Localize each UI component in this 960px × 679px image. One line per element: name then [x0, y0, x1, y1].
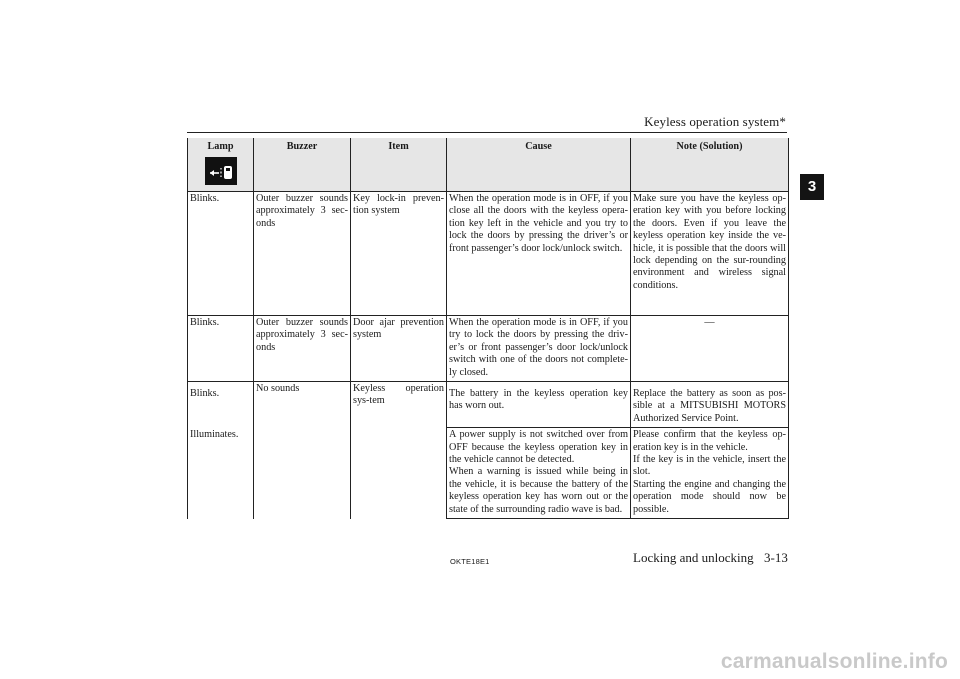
lamp-cell: Blinks. — [188, 382, 254, 428]
cause-cell: A power supply is not switched over from OFF because the keyless operation key in the vehicle cannot be detected. When a warning is issued while being in the vehicle, it is because the battery of the keyless operation key has worn out or the state of the surrounding radio wave is bad. — [447, 428, 631, 519]
note-cell: Make sure you have the keyless op-eration key with you before locking the doors. Even if you leave the keyless operation key inside the ve-hicle, it is possible that the doors will lock depending on the sur-rounding environment and wireless signal conditions. — [631, 192, 789, 316]
key-warning-lamp-icon — [205, 157, 237, 185]
cause-cell: When the operation mode is in OFF, if you close all the doors with the keyless opera-tion key left in the vehicle and you try to lock the doors by pressing the driver’s or front passenger’s door lock/unlock switch. — [447, 192, 631, 316]
item-cell: Door ajar prevention system — [351, 316, 447, 382]
column-header-buzzer: Buzzer — [254, 138, 351, 192]
buzzer-cell: Outer buzzer sounds approximately 3 sec-onds — [254, 316, 351, 382]
buzzer-cell: No sounds — [254, 382, 351, 519]
buzzer-cell: Outer buzzer sounds approximately 3 sec-onds — [254, 192, 351, 316]
table-row — [188, 316, 789, 382]
table-row — [188, 192, 789, 316]
header-rule — [187, 132, 787, 133]
footer-section-title: Locking and unlocking — [633, 550, 754, 565]
item-cell: Key lock-in preven-tion system — [351, 192, 447, 316]
chapter-tab: 3 — [800, 174, 824, 200]
note-cell: Please confirm that the keyless op-eration key is in the vehicle. If the key is in the vehicle, insert the slot. Starting the engine and changing the operation mode should now be possible. — [631, 428, 789, 519]
document-code: OKTE18E1 — [450, 557, 490, 566]
note-cell: — — [631, 316, 789, 382]
table-header-row — [188, 138, 789, 192]
lamp-cell: Illuminates. — [188, 428, 254, 519]
column-header-note: Note (Solution) — [631, 138, 789, 192]
table-row — [188, 382, 789, 428]
column-header-lamp: Lamp — [188, 138, 254, 192]
lamp-cell: Blinks. — [188, 316, 254, 382]
lamp-cell: Blinks. — [188, 192, 254, 316]
column-header-cause: Cause — [447, 138, 631, 192]
watermark: carmanualsonline.info — [720, 650, 948, 673]
running-header-title: Keyless operation system* — [644, 114, 786, 129]
column-header-item: Item — [351, 138, 447, 192]
cause-cell: When the operation mode is in OFF, if you try to lock the doors by pressing the driv-er’s or front passenger’s door lock/unlock switch with one of the doors not complete-ly closed. — [447, 316, 631, 382]
cause-cell: The battery in the keyless operation key has worn out. — [447, 382, 631, 428]
item-cell: Keyless operation sys-tem — [351, 382, 447, 519]
note-cell: Replace the battery as soon as pos-sible at a MITSUBISHI MOTORS Authorized Service Point. — [631, 382, 789, 428]
page-number: 3-13 — [764, 550, 788, 565]
warning-table — [187, 138, 789, 519]
